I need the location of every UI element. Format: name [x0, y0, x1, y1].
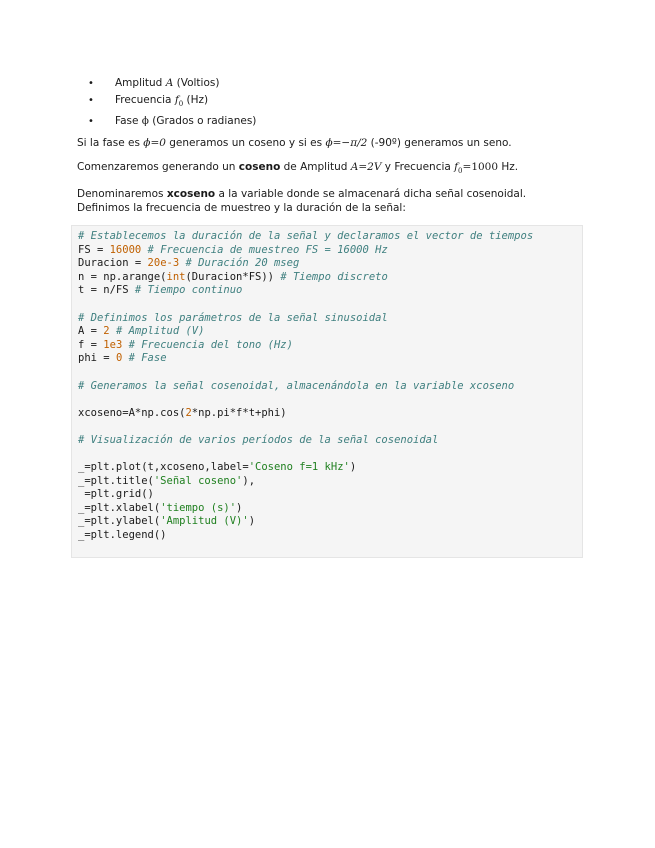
list-item: [88, 92, 256, 113]
code-comment: # Definimos los parámetros de la señal sinusoidal: [78, 311, 388, 324]
text: a la variable donde se almacenará dicha señal cosenoidal. Definimos la frecuencia de muestreo y la duración de la señal:: [77, 188, 527, 214]
code-builtin: int: [166, 270, 186, 283]
math-expression: ϕ=−π/2: [325, 137, 368, 149]
code-token: *np.pi*f*t+phi): [191, 406, 287, 419]
code-comment: # Tiempo discreto: [280, 270, 388, 283]
code-line: [78, 515, 576, 529]
code-line: [78, 502, 576, 516]
bullet-text: (Voltios): [173, 77, 220, 89]
math-expression: A=2V: [350, 161, 382, 173]
code-comment: # Visualización de varios períodos de la señal cosenoidal: [78, 433, 439, 446]
code-number: 2: [185, 406, 192, 419]
code-token: Duracion =: [78, 257, 148, 270]
list-item: [88, 75, 256, 92]
code-line: [78, 434, 576, 448]
code-line: [78, 488, 576, 502]
code-line: [78, 244, 576, 258]
text: de Amplitud: [280, 161, 351, 173]
bullet-text: (Grados o radianes): [148, 115, 257, 128]
text: Denominaremos: [77, 188, 167, 200]
text: Hz.: [498, 161, 519, 173]
code-comment: # Establecemos la duración de la señal y declaramos el vector de tiempos: [78, 230, 534, 242]
code-comment: # Fase: [128, 352, 167, 365]
code-line: [78, 257, 576, 271]
text: Si la fase es: [77, 137, 144, 149]
code-line: [78, 380, 576, 394]
text: Comenzaremos generando un: [77, 161, 239, 173]
code-token: _=plt.legend(): [78, 529, 167, 542]
math-expression: ϕ=0: [143, 137, 166, 149]
code-comment: # Frecuencia de muestreo FS = 16000 Hz: [147, 243, 388, 256]
variable-paragraph: [77, 187, 577, 215]
text: (-90º) generamos un seno.: [367, 137, 512, 149]
code-token: ),: [242, 474, 256, 487]
code-token: _=plt.ylabel(: [78, 515, 161, 528]
code-token: t = n/FS: [78, 284, 135, 297]
code-token: ): [349, 461, 357, 474]
code-line: [78, 420, 576, 434]
bullet-text: Fase: [115, 115, 142, 128]
bullet-text: (Hz): [183, 94, 209, 106]
bullet-text: Frecuencia: [115, 94, 175, 106]
bold-term: xcoseno: [166, 188, 216, 200]
code-comment: # Tiempo continuo: [134, 284, 243, 297]
generation-paragraph: [77, 160, 577, 178]
code-line: [78, 461, 576, 475]
code-line: [78, 271, 576, 285]
code-line: [78, 339, 576, 353]
code-line: [78, 393, 576, 407]
math-symbol: A: [165, 77, 174, 89]
code-line: [78, 298, 576, 312]
code-line: [78, 284, 576, 298]
code-token: f =: [78, 338, 104, 351]
code-line: [78, 448, 576, 462]
phase-paragraph: [77, 136, 577, 150]
text: y Frecuencia: [381, 161, 455, 173]
code-token: ): [248, 515, 256, 528]
list-item: [88, 113, 256, 130]
code-line: [78, 529, 576, 543]
code-line: [78, 352, 576, 366]
math-symbol: ϕ: [141, 115, 149, 128]
math-subscript: 0: [178, 100, 184, 109]
code-line: [78, 312, 576, 326]
code-token: xcoseno=A*np.cos(: [78, 406, 186, 419]
math-expression: =1000: [462, 161, 499, 173]
code-line: [78, 407, 576, 421]
code-string: 'tiempo (s)': [160, 501, 237, 514]
math-subscript: 0: [458, 167, 463, 176]
code-number: 1e3: [103, 338, 123, 351]
code-token: n = np.arange(: [78, 270, 167, 283]
math-symbol: f: [174, 94, 179, 106]
code-token: FS =: [78, 243, 110, 256]
code-string: 'Señal coseno': [153, 474, 243, 487]
code-token: phi =: [78, 352, 116, 365]
code-token: _=plt.plot(t,xcoseno,label=: [78, 461, 249, 474]
code-token: _=plt.xlabel(: [78, 501, 161, 514]
code-number: 20e-3: [147, 257, 180, 270]
code-token: A =: [78, 325, 104, 338]
code-number: 2: [103, 325, 110, 338]
code-line: [78, 475, 576, 489]
code-string: 'Amplitud (V)': [160, 515, 249, 528]
math-symbol: f: [454, 161, 459, 173]
code-token: ): [236, 501, 243, 514]
code-comment: # Frecuencia del tono (Hz): [128, 338, 293, 351]
code-comment: # Duración 20 mseg: [185, 257, 300, 270]
code-line: [78, 230, 576, 244]
parameter-list: [88, 75, 256, 130]
bullet-text: Amplitud: [115, 77, 166, 89]
code-number: 0: [115, 352, 123, 365]
code-token: (Duracion*FS)): [185, 270, 281, 283]
bold-term: coseno: [238, 161, 281, 173]
text: generamos un coseno y si es: [165, 137, 326, 149]
code-comment: # Amplitud (V): [115, 325, 205, 338]
code-line: [78, 366, 576, 380]
code-number: 16000: [109, 243, 142, 256]
code-cell[interactable]: [71, 225, 583, 558]
code-comment: # Generamos la señal cosenoidal, almacenándola en la variable xcoseno: [78, 379, 515, 392]
code-token: =plt.grid(): [78, 488, 154, 501]
code-line: [78, 325, 576, 339]
code-token: _=plt.title(: [78, 474, 154, 487]
code-string: 'Coseno f=1 kHz': [248, 461, 350, 474]
